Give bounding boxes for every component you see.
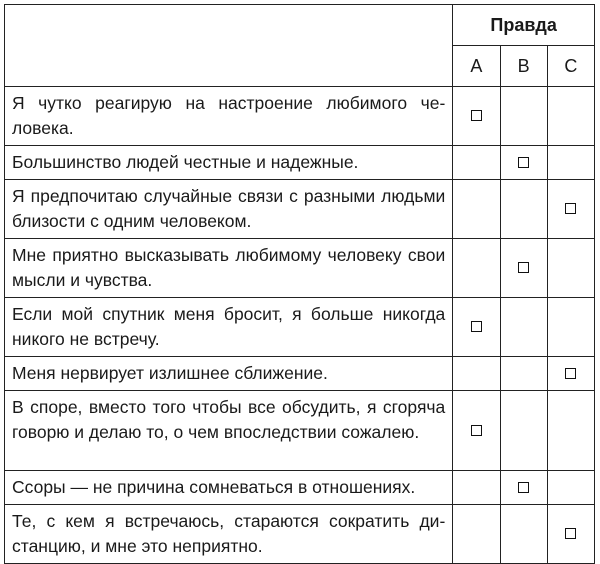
answer-cell-b[interactable] <box>500 357 547 391</box>
answer-cell-a[interactable] <box>453 298 500 357</box>
answer-cell-a[interactable] <box>453 146 500 180</box>
answer-cell-a[interactable] <box>453 391 500 471</box>
statement-text: Я предпочитаю случайные связи с разными людьми близости с одним человеком. <box>5 180 453 239</box>
answer-cell-c[interactable] <box>547 180 594 239</box>
statement-text: В споре, вместо того чтобы все обсудить, я сгоряча говорю и делаю то, о чем впоследствии сожалею. <box>5 391 453 471</box>
checkbox-icon[interactable] <box>471 110 482 121</box>
answer-cell-b[interactable] <box>500 298 547 357</box>
checkbox-icon[interactable] <box>471 425 482 436</box>
answer-cell-c[interactable] <box>547 298 594 357</box>
answer-cell-a[interactable] <box>453 180 500 239</box>
answer-cell-b[interactable] <box>500 391 547 471</box>
column-header-a: A <box>453 46 500 87</box>
table-row <box>5 180 595 239</box>
column-header-b: B <box>500 46 547 87</box>
answer-cell-b[interactable] <box>500 146 547 180</box>
quiz-body <box>5 87 595 564</box>
statement-header-cell <box>5 5 453 87</box>
answer-cell-b[interactable] <box>500 471 547 505</box>
statement-text: Большинство людей честные и надежные. <box>5 146 453 180</box>
table-row <box>5 298 595 357</box>
column-header-c: C <box>547 46 594 87</box>
statement-text: Я чутко реагирую на настроение любимого человека. <box>5 87 453 146</box>
answer-cell-c[interactable] <box>547 357 594 391</box>
statement-text: Мне приятно высказывать любимому человеку свои мысли и чувства. <box>5 239 453 298</box>
table-row <box>5 357 595 391</box>
table-row <box>5 239 595 298</box>
quiz-table <box>4 4 595 564</box>
answer-cell-c[interactable] <box>547 471 594 505</box>
answer-cell-c[interactable] <box>547 87 594 146</box>
header-row <box>5 5 595 46</box>
checkbox-icon[interactable] <box>565 203 576 214</box>
answer-cell-c[interactable] <box>547 505 594 564</box>
answer-cell-b[interactable] <box>500 239 547 298</box>
answer-cell-b[interactable] <box>500 87 547 146</box>
answer-cell-a[interactable] <box>453 87 500 146</box>
table-row <box>5 471 595 505</box>
answer-cell-a[interactable] <box>453 357 500 391</box>
answer-cell-a[interactable] <box>453 505 500 564</box>
statement-text: Меня нервирует излишнее сближение. <box>5 357 453 391</box>
statement-text: Ссоры — не причина сомневаться в отношениях. <box>5 471 453 505</box>
checkbox-icon[interactable] <box>518 262 529 273</box>
table-row <box>5 87 595 146</box>
answer-cell-c[interactable] <box>547 391 594 471</box>
checkbox-icon[interactable] <box>565 368 576 379</box>
table-row <box>5 146 595 180</box>
answer-cell-c[interactable] <box>547 146 594 180</box>
table-row <box>5 391 595 471</box>
checkbox-icon[interactable] <box>518 482 529 493</box>
truth-header: Правда <box>453 5 595 46</box>
answer-cell-b[interactable] <box>500 505 547 564</box>
statement-text: Если мой спутник меня бросит, я больше никогда никого не встречу. <box>5 298 453 357</box>
statement-text: Те, с кем я встречаюсь, стараются сократить дистанцию, и мне это неприятно. <box>5 505 453 564</box>
checkbox-icon[interactable] <box>518 157 529 168</box>
checkbox-icon[interactable] <box>471 321 482 332</box>
answer-cell-a[interactable] <box>453 471 500 505</box>
answer-cell-a[interactable] <box>453 239 500 298</box>
answer-cell-c[interactable] <box>547 239 594 298</box>
checkbox-icon[interactable] <box>565 528 576 539</box>
table-row <box>5 505 595 564</box>
answer-cell-b[interactable] <box>500 180 547 239</box>
